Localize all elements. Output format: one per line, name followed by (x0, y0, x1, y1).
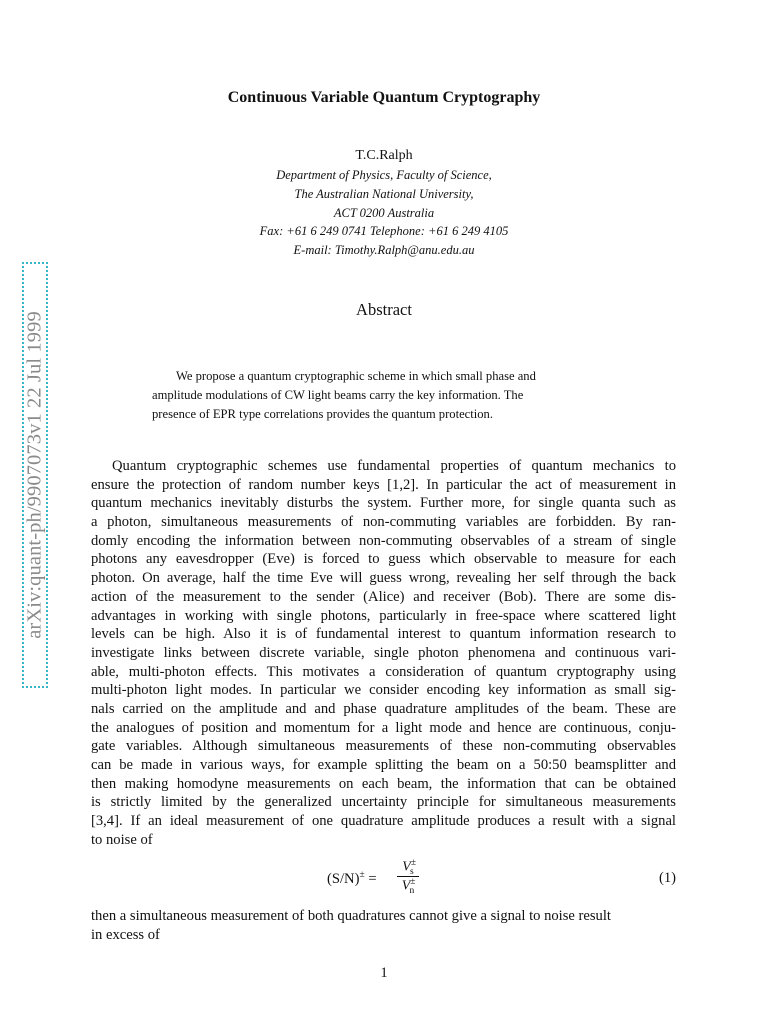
body-line: nals carried on the amplitude and and phase quadrature amplitudes of the beam. These are (91, 700, 676, 717)
affiliation-line: Department of Physics, Faculty of Science, (276, 168, 492, 182)
abstract-heading: Abstract (356, 300, 412, 319)
abstract-text (152, 367, 614, 424)
abstract-line: We propose a quantum cryptographic scheme in which small phase and (176, 369, 536, 383)
body-line: Quantum cryptographic schemes use fundamental properties of quantum mechanics to (112, 458, 676, 474)
equation-lhs: (S/N)± = (327, 870, 377, 887)
equation-numerator: $V^\pm_s$ (402, 858, 417, 878)
affiliation-line: The Australian National University, (294, 187, 474, 201)
equation-number: (1) (658, 870, 676, 886)
body-line: multi-photon light modes. In particular we consider encoding key information as small sig- (91, 682, 676, 699)
body-line: advantages in working with single photons, particularly in free-space where scattered light (91, 607, 676, 624)
body-line: investigate links between discrete variable, single photon phenomena and continuous vari- (91, 644, 676, 661)
body-line: photons any eavesdropper (Eve) is forced to guess which observable to measure for each (91, 551, 676, 568)
body-line: [3,4]. If an ideal measurement of one quadrature amplitude produces a result with a signal (91, 813, 676, 830)
body-line: action of the measurement to the sender (Alice) and receiver (Bob). There are some dis- (91, 588, 676, 605)
arxiv-identifier[interactable]: arXiv:quant-ph/9907073v1 22 Jul 1999 (23, 311, 46, 639)
body-line: photon. On average, half the time Eve will guess wrong, revealing her self through the back (91, 570, 676, 587)
abstract-line: presence of EPR type correlations provides the quantum protection. (152, 407, 493, 421)
affiliation-line: ACT 0200 Australia (333, 206, 435, 220)
body-line: domly encoding the information between non-commuting observables of a stream of single (91, 532, 676, 549)
body-line: the analogues of position and momentum for a light mode and hence are continuous, conju- (91, 719, 676, 736)
body-line: gate variables. Although simultaneous measurements of these non-commuting observables (91, 738, 676, 755)
abstract-line: amplitude modulations of CW light beams carry the key information. The (152, 388, 524, 402)
page-number: 1 (380, 965, 388, 981)
body-text (91, 457, 676, 849)
equation-fraction (396, 858, 420, 895)
body-line: able, multi-photon effects. This motivates a consideration of quantum cryptography using (91, 663, 676, 680)
equation-denominator: $V^\pm_n$ (401, 877, 416, 897)
body-line: a photon, simultaneous measurements of non-commuting variables are forbidden. By ran- (91, 514, 676, 531)
body-line: levels can be high. Also it is of fundamental interest to quantum information research to (91, 626, 676, 643)
body-line: in excess of (91, 926, 160, 943)
body-line: can be made in various ways, for example splitting the beam on a 50:50 beamsplitter and (91, 757, 676, 773)
body-line: is strictly limited by the generalized uncertainty principle for simultaneous measurements (91, 794, 676, 811)
body-line: then making homodyne measurements on each beam, the information that can be obtained (91, 775, 676, 792)
paper-title: Continuous Variable Quantum Cryptography (227, 89, 541, 106)
contact-email: E-mail: Timothy.Ralph@anu.edu.au (293, 243, 475, 257)
arxiv-sidebar[interactable] (22, 262, 48, 688)
body-line: then a simultaneous measurement of both quadratures cannot give a signal to noise result (91, 908, 611, 924)
body-line: quantum mechanics inevitably disturbs the system. Further more, for single quanta such as (91, 495, 676, 512)
body-line: ensure the protection of random number keys [1,2]. In particular the act of measurement in (91, 476, 676, 493)
author-name: T.C.Ralph (355, 148, 413, 163)
body-line: to noise of (91, 831, 153, 848)
equation-1 (91, 858, 676, 898)
contact-phone-fax: Fax: +61 6 249 0741 Telephone: +61 6 249 4105 (259, 224, 509, 238)
body-text-continued (91, 907, 676, 944)
